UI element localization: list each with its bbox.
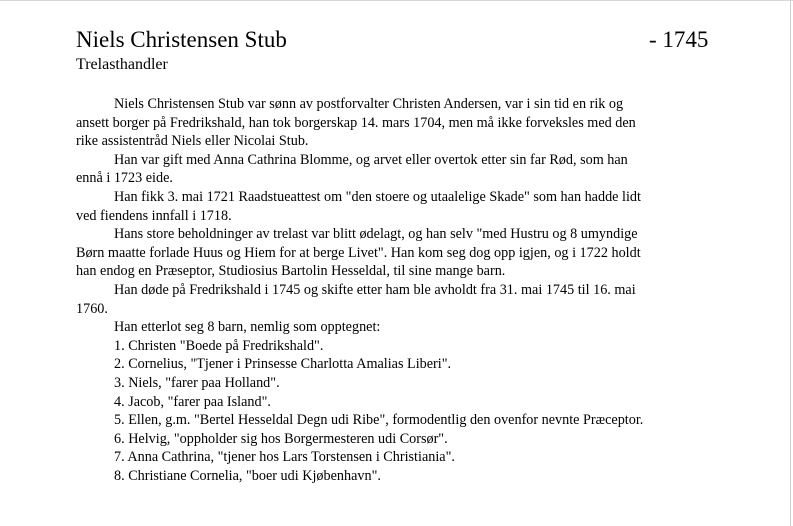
paragraph-line: ved fiendens innfall i 1718. — [76, 207, 232, 224]
child-list-item: 1. Christen "Boede på Fredrikshald". — [114, 337, 324, 354]
person-name-heading: Niels Christensen Stub — [76, 27, 287, 52]
child-list-item: 2. Cornelius, "Tjener i Prinsesse Charlotta Amalias Liberi". — [114, 356, 452, 373]
page-top-border — [0, 0, 793, 1]
child-list-item: 5. Ellen, g.m. "Bertel Hesseldal Degn udi Ribe", formodentlig den ovenfor nevnte Præceptor. — [114, 412, 644, 429]
child-list-item: 8. Christiane Cornelia, "boer udi Kjøbenhavn". — [114, 467, 381, 484]
paragraph-line: Niels Christensen Stub var sønn av postforvalter Christen Andersen, var i sin tid en rik og — [114, 96, 624, 112]
page-right-border — [790, 0, 791, 526]
paragraph-line: ennå i 1723 eide. — [76, 170, 173, 187]
paragraph-line: Hans store beholdninger av trelast var blitt ødelagt, og han selv "med Hustru og 8 umyndige — [114, 226, 638, 243]
paragraph-line: han endog en Præseptor, Studiosius Bartolin Hesseldal, til sine mange barn. — [76, 263, 506, 280]
child-list-item: 6. Helvig, "oppholder sig hos Borgermesteren udi Corsør". — [114, 430, 448, 447]
paragraph-line: Han etterlot seg 8 barn, nemlig som opptegnet: — [114, 319, 381, 336]
child-list-item: 7. Anna Cathrina, "tjener hos Lars Torstensen i Christiania". — [114, 449, 455, 466]
paragraph-line: rike assistentråd Niels eller Nicolai Stub. — [76, 133, 309, 150]
paragraph-line: Han døde på Fredrikshald i 1745 og skifte etter ham ble avholdt fra 31. mai 1745 til 16. mai — [114, 281, 636, 298]
paragraph-line: Han var gift med Anna Cathrina Blomme, og arvet eller overtok etter sin far Rød, som han — [114, 151, 628, 168]
paragraph-line: Han fikk 3. mai 1721 Raadstueattest om "den stoere og utaalelige Skade" som han hadde lidt — [114, 188, 641, 205]
child-list-item: 4. Jacob, "farer paa Island". — [114, 393, 271, 410]
paragraph-line: ansett borger på Fredrikshald, han tok borgerskap 14. mars 1704, men må ikke forveksles med den — [76, 114, 636, 131]
death-year: - 1745 — [649, 27, 709, 52]
paragraph-line: 1760. — [76, 300, 108, 317]
paragraph-line: Børn maatte forlade Huus og Hiem for at berge Livet". Han kom seg dog opp igjen, og i 1722 holdt — [76, 244, 641, 261]
occupation-subtitle: Trelasthandler — [76, 56, 168, 73]
biography-text — [76, 95, 726, 485]
child-list-item: 3. Niels, "farer paa Holland". — [114, 374, 280, 391]
